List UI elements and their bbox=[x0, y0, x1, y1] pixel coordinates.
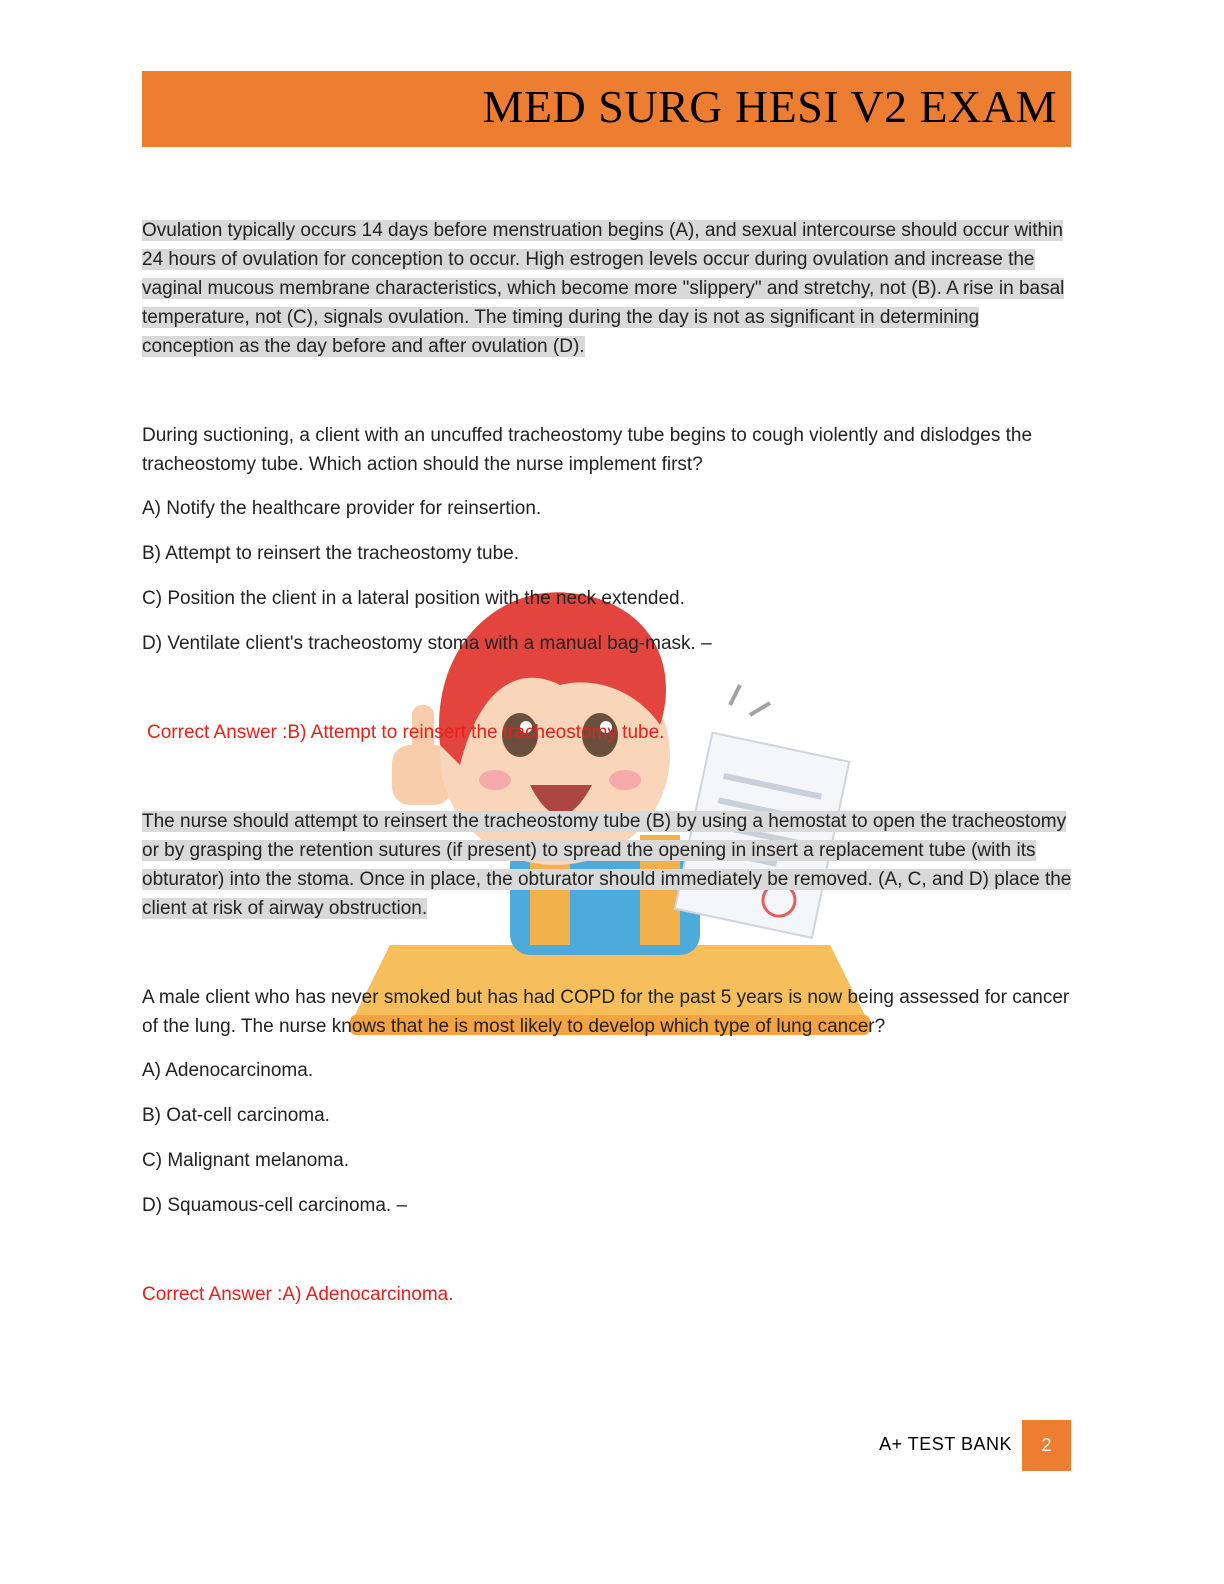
document-title: MED SURG HESI V2 EXAM bbox=[482, 81, 1057, 132]
question-2-option-a: A) Adenocarcinoma. bbox=[142, 1060, 314, 1081]
question-1-answer: Correct Answer :B) Attempt to reinsert the tracheostomy tube. bbox=[147, 722, 665, 743]
question-1-text: During suctioning, a client with an uncuffed tracheostomy tube begins to cough violently and dislodges the tracheostomy tube. Which action should the nurse implement first? bbox=[142, 425, 1033, 475]
question-2-option-c: C) Malignant melanoma. bbox=[142, 1150, 349, 1171]
question-2-option-b: B) Oat-cell carcinoma. bbox=[142, 1105, 330, 1126]
page-number: 2 bbox=[1022, 1420, 1071, 1471]
document-body bbox=[142, 216, 1072, 1309]
footer-label: A+ TEST BANK bbox=[879, 1434, 1012, 1454]
explanation-paragraph-1: Ovulation typically occurs 14 days before menstruation begins (A), and sexual intercourse should occur within 24 hours of ovulation for conception to occur. High estrogen levels occur during ovulation and increase the vaginal mucous membrane characteristics, which become more "slippery" and stretchy, not (B). A rise in basal temperature, not (C), signals ovulation. The timing during the day is not as significant in determining conception as the day before and after ovulation (D). bbox=[142, 220, 1065, 357]
question-2-option-d: D) Squamous-cell carcinoma. – bbox=[142, 1195, 408, 1216]
header-bar bbox=[142, 71, 1071, 147]
explanation-paragraph-2: The nurse should attempt to reinsert the tracheostomy tube (B) by using a hemostat to open the tracheostomy or by grasping the retention sutures (if present) to spread the opening in insert a replacement tube (with its obturator) into the stoma. Once in place, the obturator should immediately be removed. (A, C, and D) place the client at risk of airway obstruction. bbox=[142, 811, 1072, 919]
question-1-option-c: C) Position the client in a lateral position with the neck extended. bbox=[142, 588, 685, 609]
question-1-option-d: D) Ventilate client's tracheostomy stoma with a manual bag-mask. – bbox=[142, 633, 712, 654]
question-1-option-b: B) Attempt to reinsert the tracheostomy tube. bbox=[142, 543, 520, 564]
question-2-answer: Correct Answer :A) Adenocarcinoma. bbox=[142, 1284, 454, 1305]
question-1-option-a: A) Notify the healthcare provider for reinsertion. bbox=[142, 498, 542, 519]
question-2-text: A male client who has never smoked but has had COPD for the past 5 years is now being assessed for cancer of the lung. The nurse knows that he is most likely to develop which type of lung cancer? bbox=[142, 987, 1070, 1037]
